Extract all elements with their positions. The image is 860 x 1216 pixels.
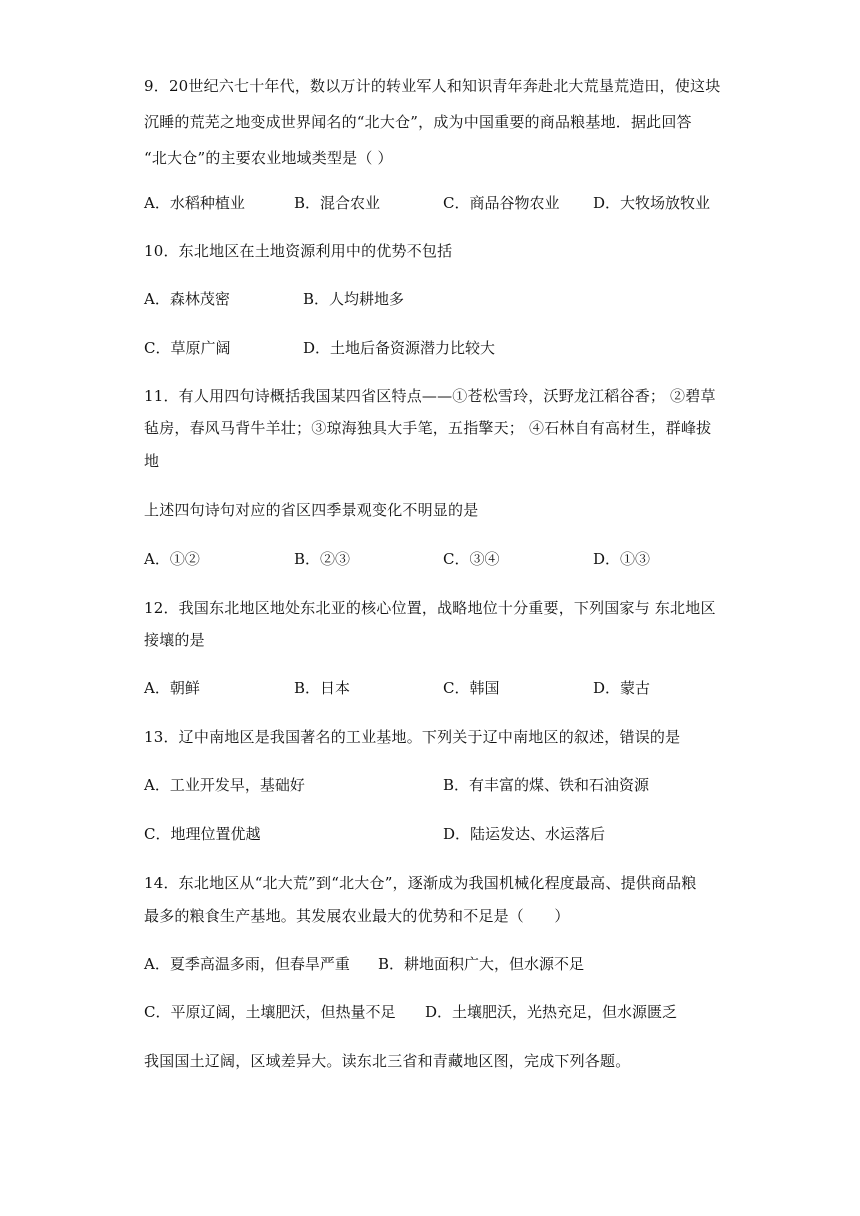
q14-option-b: B．耕地面积广大，但水源不足 — [378, 955, 585, 973]
q11-stem-line-4: 上述四句诗句对应的省区四季景观变化不明显的是 — [144, 501, 479, 519]
q12-option-c: C．韩国 — [443, 679, 500, 697]
q14-option-d: D．土壤肥沃，光热充足，但水源匮乏 — [425, 1003, 678, 1021]
q9-stem-line-1: 9．20世纪六七十年代，数以万计的转业军人和知识青年奔赴北大荒垦荒造田，使这块 — [144, 77, 721, 95]
q9-stem-line-3: “北大仓”的主要农业地域类型是（ ） — [144, 149, 393, 167]
q13-stem: 13．辽中南地区是我国著名的工业基地。下列关于辽中南地区的叙述，错误的是 — [144, 728, 681, 746]
q12-stem-line-1: 12．我国东北地区地处东北亚的核心位置，战略地位十分重要，下列国家与 东北地区 — [144, 599, 716, 617]
q13-option-c: C．地理位置优越 — [144, 825, 261, 843]
q9-option-a: A．水稻种植业 — [144, 194, 245, 212]
q11-stem-line-2: 毡房，春风马背牛羊壮；③琼海独具大手笔，五指擎天； ④石林自有高材生，群峰拔 — [144, 419, 712, 437]
q13-option-a: A．工业开发早，基础好 — [144, 776, 305, 794]
q11-option-b: B．②③ — [294, 550, 351, 568]
q10-option-a: A．森林茂密 — [144, 290, 230, 308]
q9-stem-line-2: 沉睡的荒芜之地变成世界闻名的“北大仓”，成为中国重要的商品粮基地．据此回答 — [144, 113, 692, 131]
q9-option-c: C．商品谷物农业 — [443, 194, 560, 212]
q9-option-d: D．大牧场放牧业 — [593, 194, 711, 212]
q11-option-a: A．①② — [144, 550, 200, 568]
q11-option-d: D．①③ — [593, 550, 651, 568]
q10-stem: 10．东北地区在土地资源利用中的优势不包括 — [144, 242, 453, 260]
q12-stem-line-2: 接壤的是 — [144, 631, 205, 649]
q13-option-d: D．陆运发达、水运落后 — [443, 825, 606, 843]
q13-option-b: B．有丰富的煤、铁和石油资源 — [443, 776, 650, 794]
q11-stem-line-3: 地 — [144, 452, 160, 470]
q12-option-d: D．蒙古 — [593, 679, 651, 697]
q9-option-b: B．混合农业 — [294, 194, 381, 212]
section-intro: 我国国土辽阔，区域差异大。读东北三省和青藏地区图，完成下列各题。 — [144, 1052, 631, 1070]
q10-option-c: C．草原广阔 — [144, 339, 231, 357]
q11-stem-line-1: 11．有人用四句诗概括我国某四省区特点——①苍松雪玲，沃野龙江稻谷香； ②碧草 — [144, 387, 716, 405]
q10-option-b: B．人均耕地多 — [303, 290, 405, 308]
q14-option-a: A．夏季高温多雨，但春旱严重 — [144, 955, 350, 973]
q14-option-c: C．平原辽阔，土壤肥沃，但热量不足 — [144, 1003, 396, 1021]
q10-option-d: D．土地后备资源潜力比较大 — [303, 339, 496, 357]
q11-option-c: C．③④ — [443, 550, 500, 568]
q12-option-b: B．日本 — [294, 679, 351, 697]
q14-stem-line-1: 14．东北地区从“北大荒”到“北大仓”，逐渐成为我国机械化程度最高、提供商品粮 — [144, 874, 697, 892]
q12-option-a: A．朝鲜 — [144, 679, 200, 697]
q14-stem-line-2: 最多的粮食生产基地。其发展农业最大的优势和不足是（ ） — [144, 907, 570, 925]
